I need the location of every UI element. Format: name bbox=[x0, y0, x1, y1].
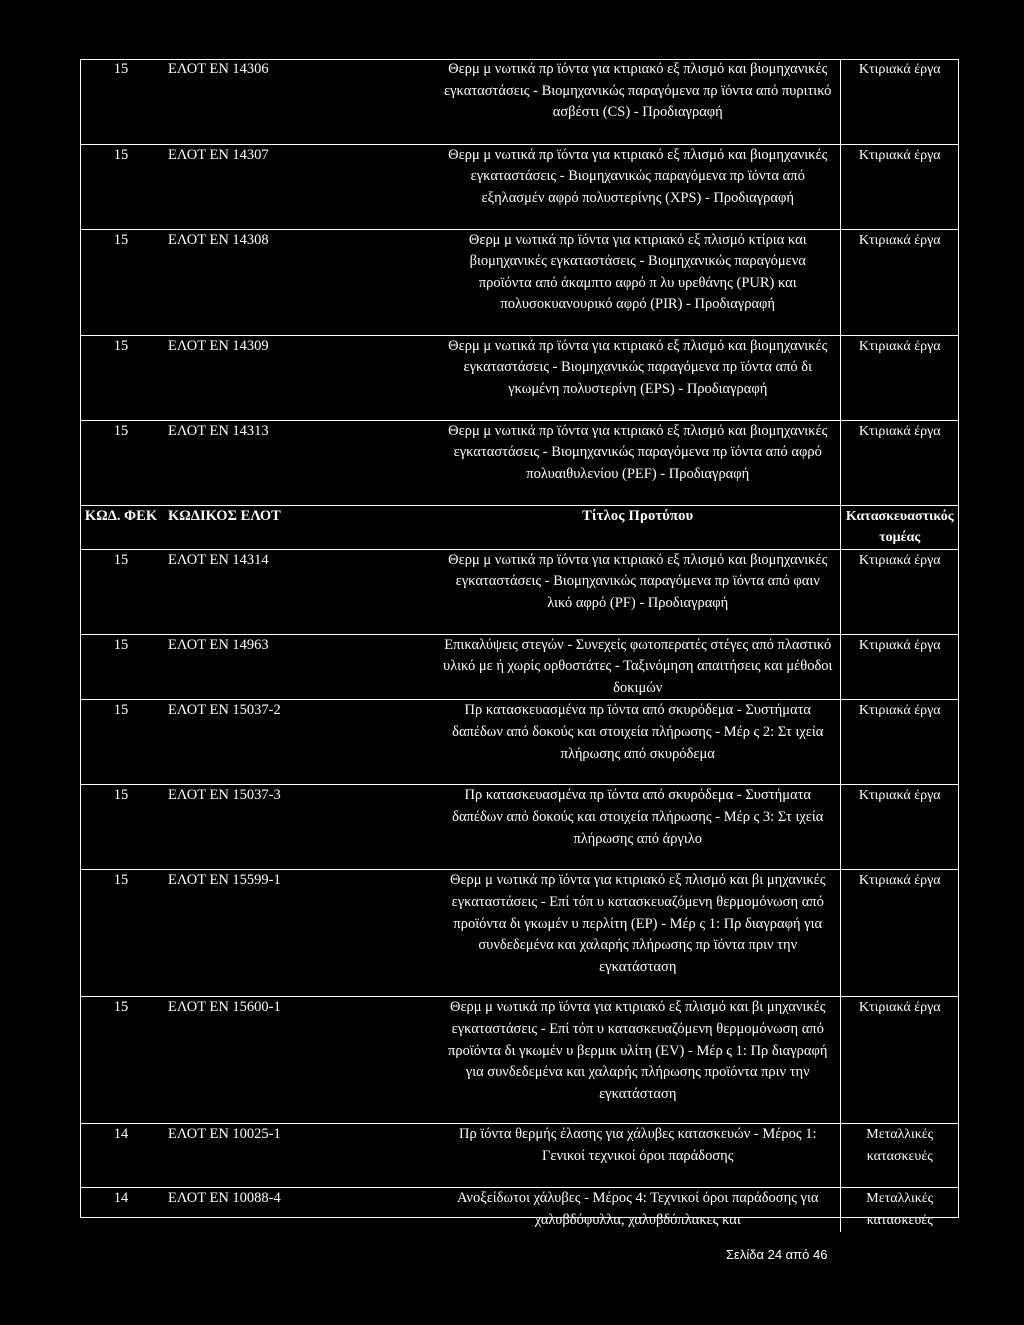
fek-cell: 15 bbox=[113, 422, 129, 439]
title-cell: Θερμ μ νωτικά πρ ϊόντα για κτιριακό εξ πλισμό και βιομηχανικές εγκαταστάσεις - Βιομηχανικώς παραγόμενα πρ ϊόντα από φαιν λικό αφρό (PF) - Προδιαγραφή bbox=[436, 549, 840, 634]
sector-cell: Μεταλλικές κατασκευές bbox=[866, 1127, 934, 1165]
header-title: Τίτλος Προτύπου bbox=[436, 505, 840, 549]
fek-cell: 15 bbox=[113, 337, 129, 354]
title-cell: Θερμ μ νωτικά πρ ϊόντα για κτιριακό εξ πλισμό και βι μηχανικές εγκαταστάσεις - Επί τόπ υ κατασκευαζόμενη θερμομόνωση από προϊόντα δι γκωμέν υ περλίτη (EP) - Μέρ ς 1: Πρ διαγραφή για συνδεδεμένα και χαλαρής πλήρωσης πρ ϊόντα πριν την εγκατάσταση bbox=[436, 870, 840, 997]
fek-cell: 14 bbox=[113, 1190, 129, 1207]
title-cell: Πρ κατασκευασμένα πρ ϊόντα από σκυρόδεμα - Συστήματα δαπέδων από δοκούς και στοιχεία πλήρωσης - Μέρ ς 3: Στ ιχεία πλήρωσης από άργιλο bbox=[436, 785, 840, 870]
sector-cell: Κτιριακά έργα bbox=[858, 873, 941, 889]
sector-cell: Κτιριακά έργα bbox=[858, 552, 941, 568]
fek-cell: 15 bbox=[113, 551, 129, 568]
title-cell: Ανοξείδωτοι χάλυβες - Μέρος 4: Τεχνικοί όροι παράδοσης για χαλυβδόφυλλα, χαλυβδόπλακες και bbox=[436, 1188, 840, 1232]
sector-cell: Κτιριακά έργα bbox=[858, 147, 941, 163]
sector-cell: Κτιριακά έργα bbox=[858, 788, 941, 804]
table-row bbox=[80, 420, 959, 505]
code-cell: ΕΛΟΤ ΕΝ 15037-2 bbox=[168, 702, 281, 719]
title-cell: Επικαλύψεις στεγών - Συνεχείς φωτοπερατές στέγες από πλαστικό υλικό με ή χωρίς ορθοστάτες - Ταξινόμηση απαιτήσεις και μέθοδοι δοκιμών bbox=[436, 634, 840, 700]
code-cell: ΕΛΟΤ ΕΝ 14308 bbox=[168, 231, 269, 248]
table-row bbox=[80, 144, 959, 229]
code-cell: ΕΛΟΤ ΕΝ 10088-4 bbox=[168, 1190, 281, 1207]
table-header-row bbox=[80, 505, 959, 549]
sector-cell: Κτιριακά έργα bbox=[858, 1000, 941, 1016]
fek-cell: 15 bbox=[113, 787, 129, 804]
code-cell: ΕΛΟΤ ΕΝ 14307 bbox=[168, 146, 269, 163]
header-code: ΚΩΔΙΚΟΣ ΕΛΟΤ bbox=[168, 507, 281, 524]
code-cell: ΕΛΟΤ ΕΝ 14309 bbox=[168, 337, 269, 354]
standards-table bbox=[80, 59, 959, 1232]
title-cell: Πρ ϊόντα θερμής έλασης για χάλυβες κατασκευών - Μέρος 1: Γενικοί τεχνικοί όροι παράδοσης bbox=[436, 1124, 840, 1188]
header-sector: Κατασκευαστικός τομέας bbox=[845, 508, 954, 546]
code-cell: ΕΛΟΤ ΕΝ 15037-3 bbox=[168, 787, 281, 804]
table-row bbox=[80, 700, 959, 785]
sector-cell: Κτιριακά έργα bbox=[858, 62, 941, 77]
fek-cell: 15 bbox=[113, 702, 129, 719]
code-cell: ΕΛΟΤ ΕΝ 14313 bbox=[168, 422, 269, 439]
table-row bbox=[80, 1124, 959, 1188]
code-cell: ΕΛΟΤ ΕΝ 10025-1 bbox=[168, 1126, 281, 1143]
fek-cell: 15 bbox=[113, 999, 129, 1016]
sector-cell: Μεταλλικές κατασκευές bbox=[866, 1191, 934, 1229]
title-cell: Πρ κατασκευασμένα πρ ϊόντα από σκυρόδεμα - Συστήματα δαπέδων από δοκούς και στοιχεία πλήρωσης - Μέρ ς 2: Στ ιχεία πλήρωσης από σκυρόδεμα bbox=[436, 700, 840, 785]
title-cell: Θερμ μ νωτικά πρ ϊόντα για κτιριακό εξ πλισμό και βιομηχανικές εγκαταστάσεις - Βιομηχανικώς παραγόμενα πρ ϊόντα από αφρό πολυαιθυλενίου (PEF) - Προδιαγραφή bbox=[436, 420, 840, 505]
table-row bbox=[80, 870, 959, 997]
code-cell: ΕΛΟΤ ΕΝ 15599-1 bbox=[168, 872, 281, 889]
title-cell: Θερμ μ νωτικά πρ ϊόντα για κτιριακό εξ πλισμό κτίρια και βιομηχανικές εγκαταστάσεις - Βιομηχανικώς παραγόμενα προϊόντα από άκαμπτο αφρό π λυ υρεθάνης (PUR) και πολυσοκυανουρικό αφρό (PIR) - Προδιαγραφή bbox=[436, 229, 840, 335]
code-cell: ΕΛΟΤ ΕΝ 15600-1 bbox=[168, 999, 281, 1016]
table-row bbox=[80, 1188, 959, 1232]
fek-cell: 15 bbox=[113, 636, 129, 653]
sector-cell: Κτιριακά έργα bbox=[858, 637, 941, 653]
sector-cell: Κτιριακά έργα bbox=[858, 338, 941, 354]
table-row bbox=[80, 997, 959, 1124]
fek-cell: 15 bbox=[113, 231, 129, 248]
fek-cell: 15 bbox=[113, 61, 129, 77]
title-cell: Θερμ μ νωτικά πρ ϊόντα για κτιριακό εξ πλισμό και βιομηχανικές εγκαταστάσεις - Βιομηχανικώς παραγόμενα πρ ϊόντα από δι γκωμένη πολυστερίνη (EPS) - Προδιαγραφή bbox=[436, 335, 840, 420]
fek-cell: 15 bbox=[113, 146, 129, 163]
code-cell: ΕΛΟΤ ΕΝ 14306 bbox=[168, 61, 269, 77]
fek-cell: 15 bbox=[113, 872, 129, 889]
sector-cell: Κτιριακά έργα bbox=[858, 232, 941, 248]
header-fek: ΚΩΔ. ΦΕΚ bbox=[84, 507, 158, 524]
code-cell: ΕΛΟΤ ΕΝ 14963 bbox=[168, 636, 269, 653]
table-row bbox=[80, 785, 959, 870]
title-cell: Θερμ μ νωτικά πρ ϊόντα για κτιριακό εξ πλισμό και βιομηχανικές εγκαταστάσεις - Βιομηχανικώς παραγόμενα πρ ϊόντα από εξηλασμέν αφρό πολυστερίνης (XPS) - Προδιαγραφή bbox=[436, 144, 840, 229]
fek-cell: 14 bbox=[113, 1126, 129, 1143]
code-cell: ΕΛΟΤ ΕΝ 14314 bbox=[168, 551, 269, 568]
sector-cell: Κτιριακά έργα bbox=[858, 703, 941, 719]
table-row bbox=[80, 229, 959, 335]
page-number: Σελίδα 24 από 46 bbox=[726, 1247, 828, 1262]
sector-cell: Κτιριακά έργα bbox=[858, 423, 941, 439]
table-row bbox=[80, 549, 959, 634]
table-row bbox=[80, 335, 959, 420]
table-row bbox=[80, 59, 959, 144]
title-cell: Θερμ μ νωτικά πρ ϊόντα για κτιριακό εξ πλισμό και βι μηχανικές εγκαταστάσεις - Επί τόπ υ κατασκευαζόμενη θερμομόνωση από προϊόντα δι γκωμέν υ βερμικ υλίτη (EV) - Μέρ ς 1: Πρ διαγραφή για συνδεδεμένα και χαλαρής πλήρωσης προϊόντα πριν την εγκατάσταση bbox=[436, 997, 840, 1124]
title-cell: Θερμ μ νωτικά πρ ϊόντα για κτιριακό εξ πλισμό και βιομηχανικές εγκαταστάσεις - Βιομηχανικώς παραγόμενα πρ ϊόντα από πυριτικό ασβέστι (CS) - Προδιαγραφή bbox=[436, 59, 840, 144]
table-row bbox=[80, 634, 959, 700]
